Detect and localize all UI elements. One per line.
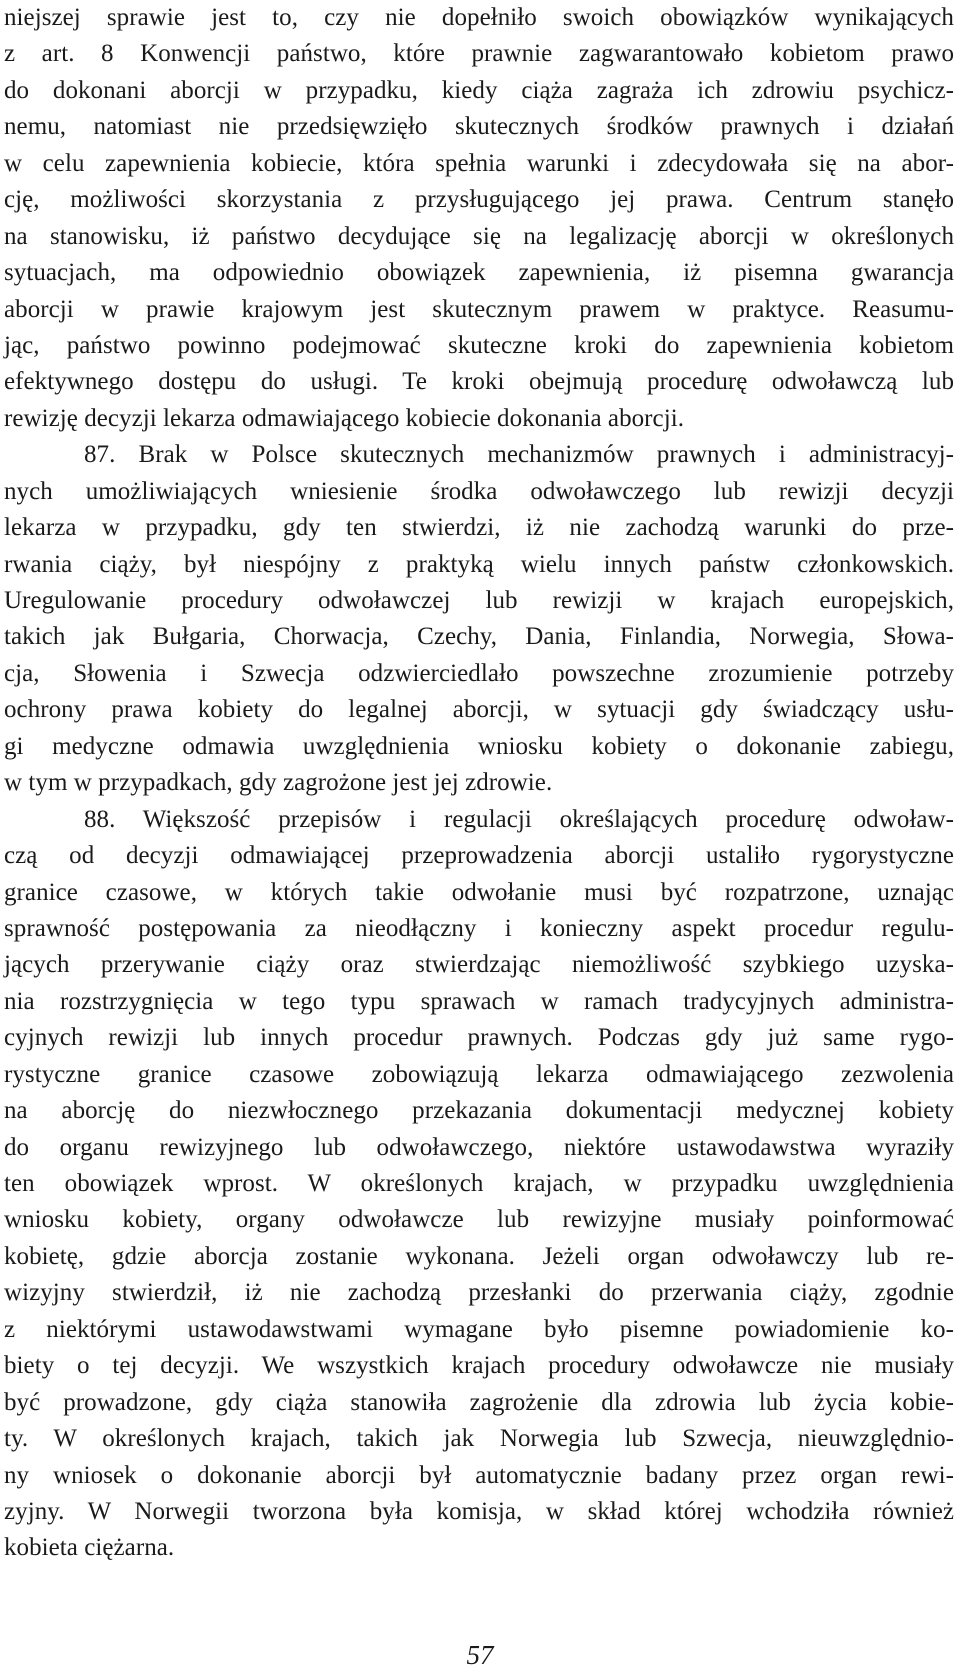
text-line: aborcji w prawie krajowym jest skutecznym prawem w praktyce. Reasumu-	[4, 295, 954, 323]
body-text	[4, 0, 954, 1567]
text-line: granice czasowe, w których takie odwołanie musi być rozpatrzone, uznając	[4, 878, 954, 906]
text-line: być prowadzone, gdy ciąża stanowiła zagrożenie dla zdrowia lub życia kobie-	[4, 1388, 954, 1416]
text-line: z art. 8 Konwencji państwo, które prawnie zagwarantowało kobietom prawo	[4, 40, 954, 68]
text-line: kobietę, gdzie aborcja zostanie wykonana. Jeżeli organ odwoławczy lub re-	[4, 1242, 954, 1270]
text-line: w celu zapewnienia kobiecie, która spełnia warunki i zdecydowała się na abor-	[4, 149, 954, 177]
text-line: w tym w przypadkach, gdy zagrożone jest jej zdrowie.	[4, 769, 553, 797]
text-line: ty. W określonych krajach, takich jak Norwegia lub Szwecja, nieuwzględnio-	[4, 1425, 954, 1453]
text-line: 88. Większość przepisów i regulacji określających procedurę odwoław-	[84, 805, 954, 833]
text-line: wniosku kobiety, organy odwoławcze lub rewizyjne musiały poinformować	[4, 1206, 954, 1234]
text-line: nych umożliwiających wniesienie środka odwoławczego lub rewizji decyzji	[4, 477, 954, 505]
text-line: cja, Słowenia i Szwecja odzwierciedlało powszechne zrozumienie potrzeby	[4, 659, 954, 687]
text-line: kobieta ciężarna.	[4, 1534, 175, 1562]
text-line: do dokonani aborcji w przypadku, kiedy ciąża zagraża ich zdrowiu psychicz-	[4, 76, 954, 104]
text-line: niejszej sprawie jest to, czy nie dopełniło swoich obowiązków wynikających	[4, 4, 954, 31]
text-line: nemu, natomiast nie przedsięwzięło skutecznych środków prawnych i działań	[4, 113, 954, 141]
text-line: na stanowisku, iż państwo decydujące się na legalizację aborcji w określonych	[4, 222, 954, 250]
text-line: cyjnych rewizji lub innych procedur prawnych. Podczas gdy już same rygo-	[4, 1024, 954, 1052]
text-line: jących przerywanie ciąży oraz stwierdzając niemożliwość szybkiego uzyska-	[4, 951, 954, 979]
text-line: rewizję decyzji lekarza odmawiającego kobiecie dokonania aborcji.	[4, 404, 684, 432]
text-line: zyjny. W Norwegii tworzona była komisja, w skład której wchodziła również	[4, 1497, 954, 1525]
text-line: z niektórymi ustawodawstwami wymagane było pisemne powiadomienie ko-	[4, 1315, 954, 1343]
text-line: lekarza w przypadku, gdy ten stwierdzi, iż nie zachodzą warunki do prze-	[4, 514, 954, 542]
text-line: rystyczne granice czasowe zobowiązują lekarza odmawiającego zezwolenia	[4, 1060, 954, 1088]
text-line: biety o tej decyzji. We wszystkich krajach procedury odwoławcze nie musiały	[4, 1352, 954, 1380]
text-line: ten obowiązek wprost. W określonych krajach, w przypadku uwzględnienia	[4, 1170, 954, 1197]
text-line: czą od decyzji odmawiającej przeprowadzenia aborcji ustaliło rygorystyczne	[4, 842, 954, 870]
text-line: ny wniosek o dokonanie aborcji był automatycznie badany przez organ rewi-	[4, 1461, 954, 1489]
page-number: 57	[466, 1640, 494, 1670]
text-line: 87. Brak w Polsce skutecznych mechanizmów prawnych i administracyj-	[84, 441, 954, 469]
text-line: nia rozstrzygnięcia w tego typu sprawach w ramach tradycyjnych administra-	[4, 987, 954, 1015]
text-line: sprawność postępowania za nieodłączny i konieczny aspekt procedur regulu-	[4, 914, 954, 942]
text-line: cję, możliwości skorzystania z przysługującego jej prawa. Centrum stanęło	[4, 186, 954, 214]
text-line: rwania ciąży, był niespójny z praktyką wielu innych państw członkowskich.	[4, 550, 954, 578]
text-line: na aborcję do niezwłocznego przekazania dokumentacji medycznej kobiety	[4, 1097, 954, 1125]
text-line: do organu rewizyjnego lub odwoławczego, niektóre ustawodawstwa wyraziły	[4, 1133, 954, 1161]
text-line: efektywnego dostępu do usługi. Te kroki obejmują procedurę odwoławczą lub	[4, 368, 954, 396]
text-line: gi medyczne odmawia uwzględnienia wniosku kobiety o dokonanie zabiegu,	[4, 732, 954, 760]
text-line: Uregulowanie procedury odwoławczej lub rewizji w krajach europejskich,	[4, 587, 954, 614]
text-line: jąc, państwo powinno podejmować skuteczne kroki do zapewnienia kobietom	[4, 331, 954, 359]
text-line: sytuacjach, ma odpowiednio obowiązek zapewnienia, iż pisemna gwarancja	[4, 259, 954, 287]
text-line: ochrony prawa kobiety do legalnej aborcji, w sytuacji gdy świadczący usłu-	[4, 696, 954, 724]
text-line: takich jak Bułgaria, Chorwacja, Czechy, Dania, Finlandia, Norwegia, Słowa-	[4, 623, 954, 651]
text-line: wizyjny stwierdził, iż nie zachodzą przesłanki do przerwania ciąży, zgodnie	[4, 1279, 954, 1307]
